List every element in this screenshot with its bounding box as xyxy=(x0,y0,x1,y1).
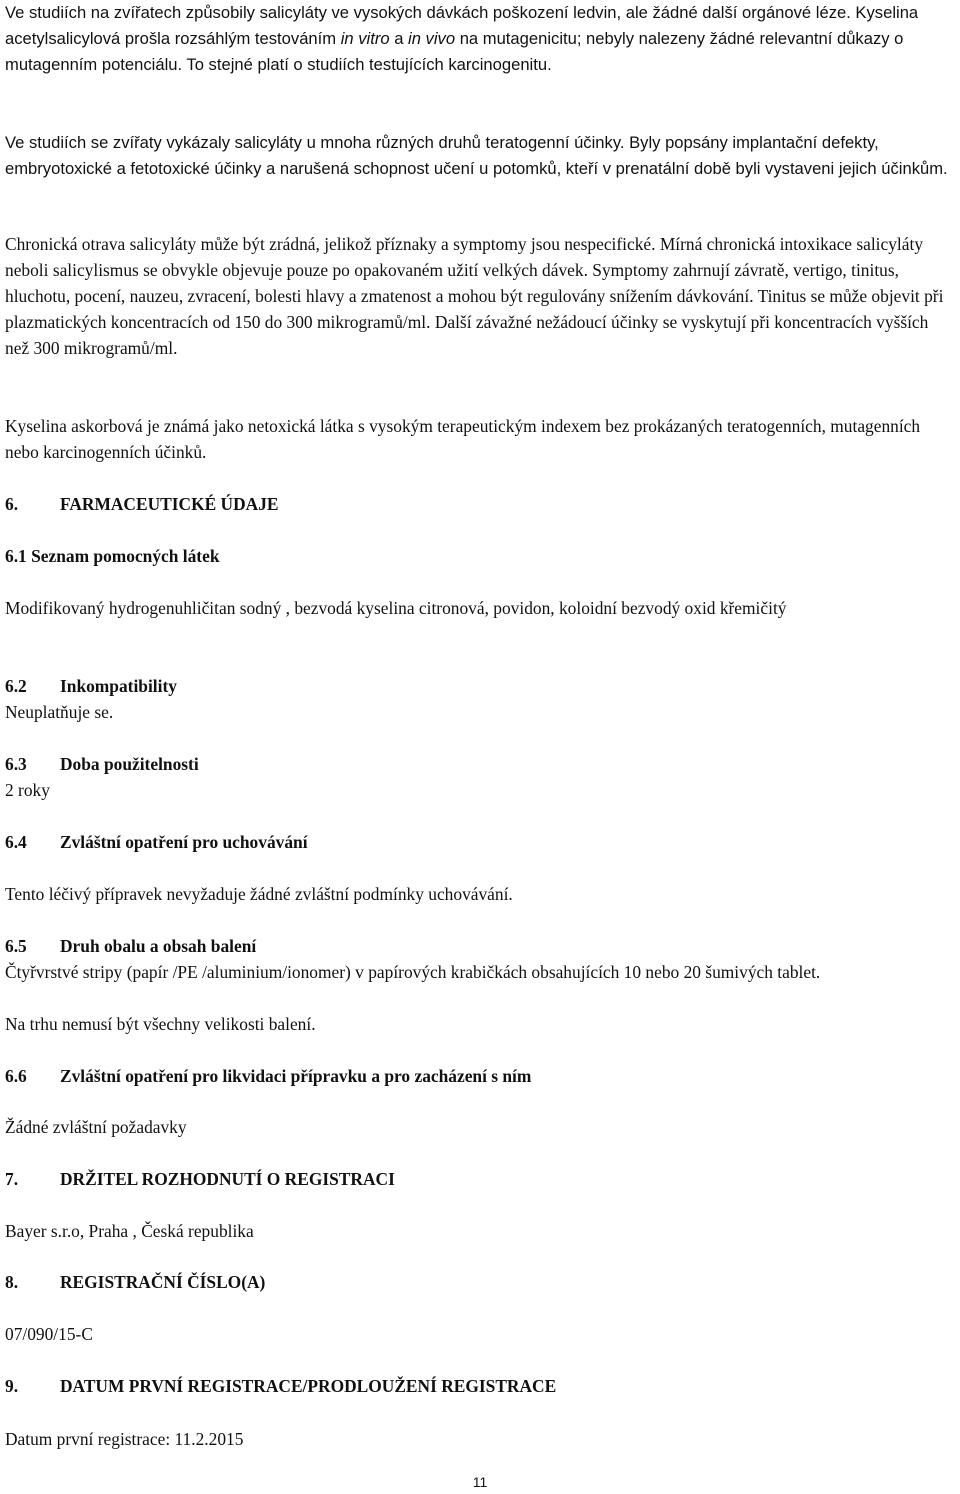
section-6-3-text: 2 roky xyxy=(5,780,50,800)
section-number: 6.4 xyxy=(5,832,27,852)
text-run: Ve studiích na zvířatech způsobily salicyláty ve vysokých dávkách poškození ledvin, ale žádné další orgánové léze. Kyselina acetylsalicylová prošla rozsáhlým testováním xyxy=(5,3,919,48)
section-6-5-text: Čtyřvrstvé stripy (papír /PE /aluminium/ionomer) v papírových krabičkách obsahujících 10 nebo 20 šumivých tablet. xyxy=(5,962,821,982)
section-6-4-heading xyxy=(5,829,950,855)
section-title: Zvláštní opatření pro likvidaci přípravku a pro zacházení s ním xyxy=(60,1066,532,1086)
page-number: 11 xyxy=(472,1474,488,1490)
section-title: Druh obalu a obsah balení xyxy=(60,936,257,956)
section-title: Seznam pomocných látek xyxy=(26,546,220,566)
italic-term: in vivo xyxy=(408,29,456,48)
section-number: 6.3 xyxy=(5,754,27,774)
section-number: 6. xyxy=(5,494,19,514)
section-title: DRŽITEL ROZHODNUTÍ O REGISTRACI xyxy=(60,1169,395,1189)
section-6-6-heading xyxy=(5,1063,950,1089)
section-number: 6.1 xyxy=(5,546,27,566)
section-title: Inkompatibility xyxy=(60,676,177,696)
section-7-heading xyxy=(5,1166,950,1192)
section-6-2-heading xyxy=(5,673,950,699)
section-6-5-note: Na trhu nemusí být všechny velikosti balení. xyxy=(5,1014,316,1034)
text-run: na mutagenicitu; nebyly nalezeny žádné relevantní důkazy o mutagenním potenciálu. To stejné platí o studiích testujících karcinogenitu. xyxy=(5,29,904,74)
section-6-4-text: Tento léčivý přípravek nevyžaduje žádné zvláštní podmínky uchovávání. xyxy=(5,884,513,904)
section-7-text: Bayer s.r.o, Praha , Česká republika xyxy=(5,1221,254,1241)
section-title: DATUM PRVNÍ REGISTRACE/PRODLOUŽENÍ REGISTRACE xyxy=(60,1376,557,1396)
section-title: REGISTRAČNÍ ČÍSLO(A) xyxy=(60,1272,266,1292)
section-number: 6.6 xyxy=(5,1066,27,1086)
section-6-6-text: Žádné zvláštní požadavky xyxy=(5,1117,187,1137)
section-title: Zvláštní opatření pro uchovávání xyxy=(60,832,308,852)
toxicity-paragraph-3: Chronická otrava salicyláty může být zrádná, jelikož příznaky a symptomy jsou nespecifické. Mírná chronická intoxikace salicyláty neboli salicylismus se obvykle objevuje pouze po opakovaném užití velkých dávek. Symptomy zahrnují závratě, vertigo, tinitus, hluchotu, pocení, nauzeu, zvracení, bolesti hlavy a zmatenost a mohou být regulovány snížením dávkování. Tinitus se může objevit při plazmatických koncentracích od 150 do 300 mikrogramů/ml. Další závažné nežádoucí účinky se vyskytují při koncentracích vyšších než 300 mikrogramů/ml. xyxy=(5,234,944,358)
section-8-heading xyxy=(5,1269,950,1295)
section-number: 7. xyxy=(5,1169,19,1189)
toxicity-paragraph-1 xyxy=(5,0,950,78)
toxicity-paragraph-2: Ve studiích se zvířaty vykázaly salicyláty u mnoha různých druhů teratogenní účinky. Byly popsány implantační defekty, embryotoxické a fetotoxické účinky a narušená schopnost učení u potomků, kteří v prenatální době byli vystaveni jejich účinkům. xyxy=(5,133,948,178)
section-6-2-text: Neuplatňuje se. xyxy=(5,702,114,722)
section-6-1-heading xyxy=(5,543,950,569)
section-number: 8. xyxy=(5,1272,19,1292)
section-9-text: Datum první registrace: 11.2.2015 xyxy=(5,1429,244,1449)
section-6-3-heading xyxy=(5,751,950,777)
italic-term: in vitro xyxy=(340,29,390,48)
section-number: 9. xyxy=(5,1376,19,1396)
text-run: a xyxy=(389,29,409,48)
section-title: Doba použitelnosti xyxy=(60,754,199,774)
section-title: FARMACEUTICKÉ ÚDAJE xyxy=(60,494,279,514)
section-number: 6.2 xyxy=(5,676,27,696)
section-6-heading xyxy=(5,491,950,517)
toxicity-paragraph-4: Kyselina askorbová je známá jako netoxická látka s vysokým terapeutickým indexem bez prokázaných teratogenních, mutagenních nebo karcinogenních účinků. xyxy=(5,416,921,462)
section-6-1-text: Modifikovaný hydrogenuhličitan sodný , bezvodá kyselina citronová, povidon, koloidní bezvodý oxid křemičitý xyxy=(5,598,787,618)
section-6-5-heading xyxy=(5,933,950,959)
section-number: 6.5 xyxy=(5,936,27,956)
section-9-heading xyxy=(5,1373,950,1399)
section-8-text: 07/090/15-C xyxy=(5,1324,93,1344)
